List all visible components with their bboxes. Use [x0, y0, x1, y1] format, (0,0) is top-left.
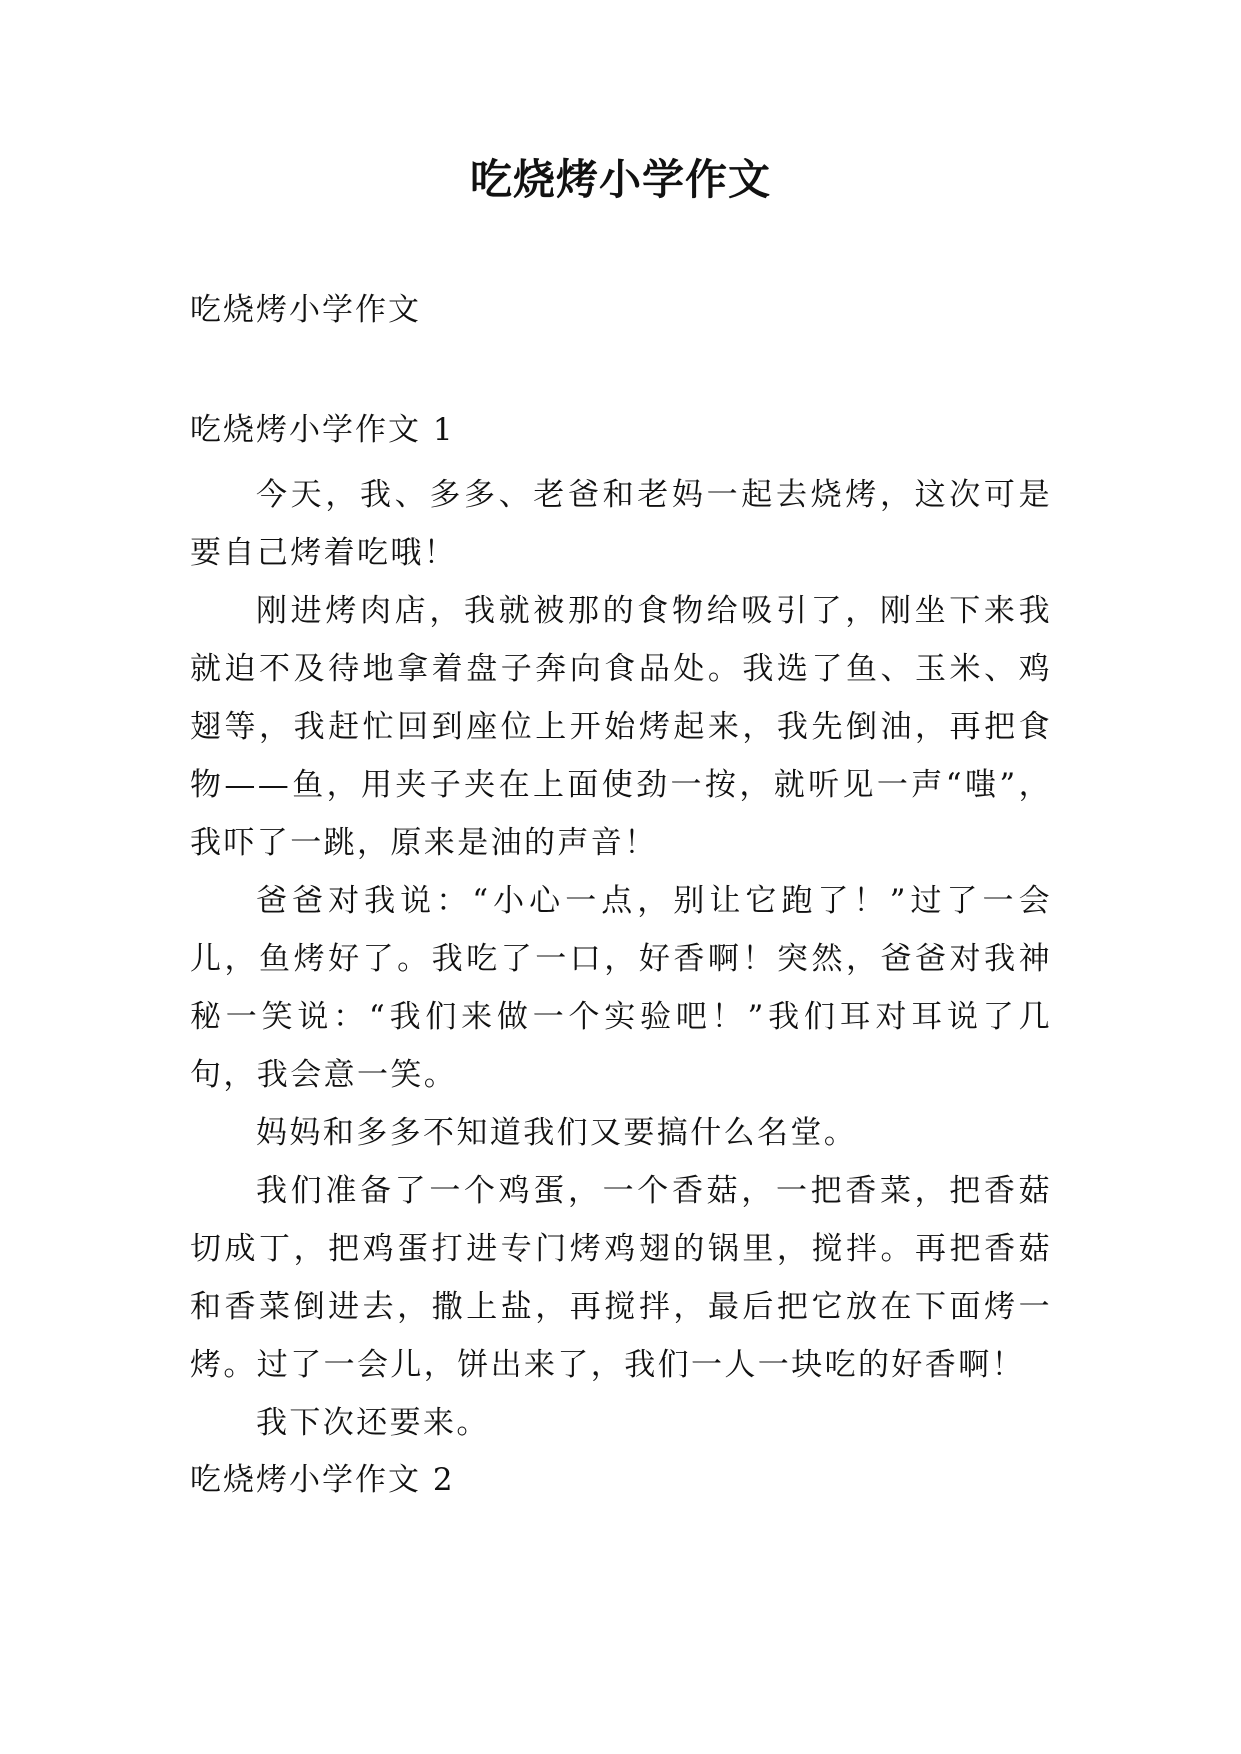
paragraph: 今天，我、多多、老爸和老妈一起去烧烤，这次可是要自己烤着吃哦！ — [190, 477, 1052, 571]
paragraph: 我下次还要来。 — [256, 1405, 490, 1441]
page-title: 吃烧烤小学作文 — [469, 155, 771, 204]
paragraph: 爸爸对我说：“小心一点，别让它跑了！”过了一会儿，鱼烤好了。我吃了一口，好香啊！突然，爸爸对我神秘一笑说：“我们来做一个实验吧！”我们耳对耳说了几句，我会意一笑。 — [190, 883, 1052, 1093]
paragraph: 刚进烤肉店，我就被那的食物给吸引了，刚坐下来我就迫不及待地拿着盘子奔向食品处。我选了鱼、玉米、鸡翅等，我赶忙回到座位上开始烤起来，我先倒油，再把食物——鱼，用夹子夹在上面使劲一按，就听见一声“嗤”，我吓了一跳，原来是油的声音！ — [190, 593, 1052, 861]
paragraph: 我们准备了一个鸡蛋，一个香菇，一把香菜，把香菇切成丁，把鸡蛋打进专门烤鸡翅的锅里，搅拌。再把香菇和香菜倒进去，撒上盐，再搅拌，最后把它放在下面烤一烤。过了一会儿，饼出来了，我们一人一块吃的好香啊！ — [190, 1173, 1052, 1383]
section-heading-2: 吃烧烤小学作文 2 — [190, 1462, 455, 1498]
section-heading-1: 吃烧烤小学作文 1 — [190, 412, 455, 448]
section-1-body — [190, 466, 1052, 1452]
paragraph: 妈妈和多多不知道我们又要搞什么名堂。 — [256, 1115, 858, 1151]
document-subtitle: 吃烧烤小学作文 — [190, 292, 421, 328]
